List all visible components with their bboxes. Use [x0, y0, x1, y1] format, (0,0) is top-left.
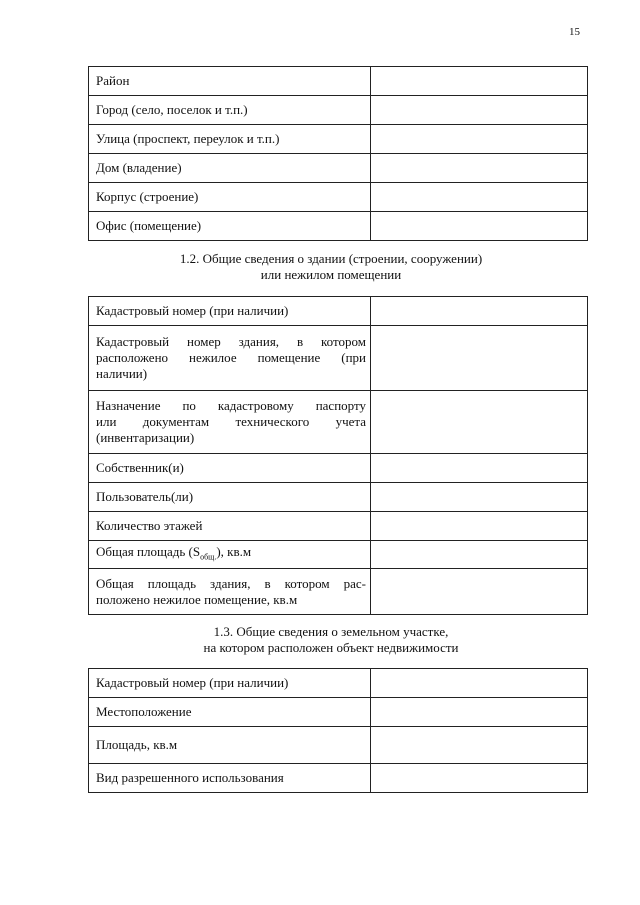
table-row [89, 297, 588, 326]
table-row [89, 764, 588, 793]
building-area-field[interactable] [371, 569, 588, 615]
section-1-2-line2: или нежилом помещении [260, 267, 402, 282]
purpose-label [89, 391, 371, 454]
purpose-line1: Назначение по кадастровому паспорту [96, 398, 366, 413]
total-area-suffix: ), кв.м [216, 543, 252, 559]
table-row [89, 67, 588, 96]
table-row [89, 483, 588, 512]
total-area-prefix: Общая площадь (S [96, 543, 201, 559]
cadastral-number-label: Кадастровый номер (при наличии) [89, 297, 371, 326]
building-cadastral-line1: Кадастровый номер здания, в котором [96, 334, 366, 349]
land-area-field[interactable] [371, 727, 588, 764]
land-area-label: Площадь, кв.м [89, 727, 371, 764]
user-field[interactable] [371, 483, 588, 512]
house-field[interactable] [371, 154, 588, 183]
table-row [89, 454, 588, 483]
purpose-field[interactable] [371, 391, 588, 454]
house-label: Дом (владение) [89, 154, 371, 183]
table-row [89, 183, 588, 212]
table-row [89, 212, 588, 241]
building-area-line1: Общая площадь здания, в котором рас- [96, 575, 366, 591]
floors-field[interactable] [371, 512, 588, 541]
table-row [89, 96, 588, 125]
section-1-3-heading [88, 624, 574, 656]
district-field[interactable] [371, 67, 588, 96]
city-label: Город (село, поселок и т.п.) [89, 96, 371, 125]
section-1-3-line1: 1.3. Общие сведения о земельном участке, [213, 624, 449, 639]
building-block-field[interactable] [371, 183, 588, 212]
permitted-use-label: Вид разрешенного использования [89, 764, 371, 793]
table-row [89, 154, 588, 183]
land-cadastral-label: Кадастровый номер (при наличии) [89, 669, 371, 698]
street-label: Улица (проспект, переулок и т.п.) [89, 125, 371, 154]
address-table [88, 66, 588, 241]
table-row [89, 541, 588, 569]
building-cadastral-field[interactable] [371, 326, 588, 391]
building-cadastral-line3: наличии) [96, 366, 148, 381]
location-label: Местоположение [89, 698, 371, 727]
table-row [89, 391, 588, 454]
purpose-line2: или документам технического учета [96, 414, 366, 429]
table-row [89, 669, 588, 698]
land-cadastral-field[interactable] [371, 669, 588, 698]
district-label: Район [89, 67, 371, 96]
purpose-line3: (инвентаризации) [96, 430, 195, 445]
table-row [89, 698, 588, 727]
building-area-label [89, 569, 371, 615]
total-area-subscript: общ. [200, 552, 217, 562]
owner-label: Собственник(и) [89, 454, 371, 483]
table-row [89, 326, 588, 391]
cadastral-number-field[interactable] [371, 297, 588, 326]
table-row [89, 727, 588, 764]
office-field[interactable] [371, 212, 588, 241]
building-cadastral-line2: расположено нежилое помещение (при [96, 350, 366, 365]
building-block-label: Корпус (строение) [89, 183, 371, 212]
table-row [89, 512, 588, 541]
permitted-use-field[interactable] [371, 764, 588, 793]
city-field[interactable] [371, 96, 588, 125]
section-1-3-line2: на котором расположен объект недвижимости [203, 640, 459, 655]
building-cadastral-label [89, 326, 371, 391]
building-area-line2: положено нежилое помещение, кв.м [96, 591, 298, 607]
table-row [89, 569, 588, 615]
land-table [88, 668, 588, 793]
owner-field[interactable] [371, 454, 588, 483]
floors-label: Количество этажей [89, 512, 371, 541]
table-row [89, 125, 588, 154]
section-1-2-heading [88, 251, 574, 283]
section-1-2-line1: 1.2. Общие сведения о здании (строении, сооружении) [179, 251, 483, 266]
location-field[interactable] [371, 698, 588, 727]
total-area-field[interactable] [371, 541, 588, 569]
street-field[interactable] [371, 125, 588, 154]
building-table [88, 296, 588, 615]
page-number: 15 [569, 26, 580, 38]
total-area-label [89, 541, 371, 569]
office-label: Офис (помещение) [89, 212, 371, 241]
user-label: Пользователь(ли) [89, 483, 371, 512]
